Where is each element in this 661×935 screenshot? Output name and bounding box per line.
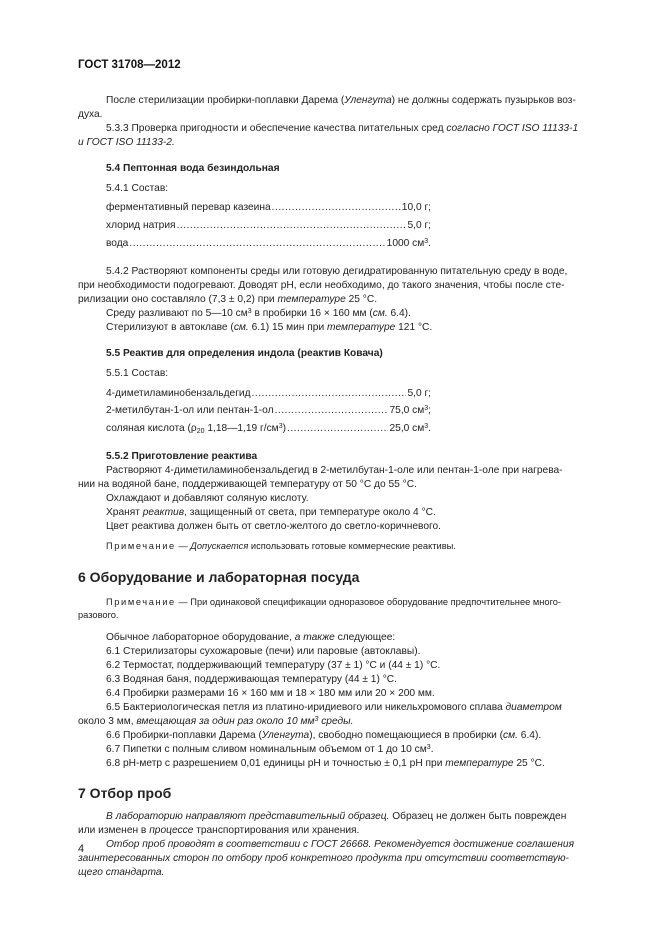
- composition-item-water: вода ..... 1000 $см^3$.: [106, 237, 431, 251]
- paragraph-sampling-2-line3: щего стандарта.: [78, 867, 165, 879]
- paragraph-sampling-1-cont: или изменен в процессе транспортирования или хранения.: [78, 825, 360, 837]
- paragraph-5-4-2-line2: при необходимости подогревают. Доводят pH, если необходимо, до такого значения, чтобы после сте-: [78, 280, 565, 292]
- equipment-item-6-2: 6.2 Термостат, поддерживающий температуру (37 ± 1) °С и (44 ± 1) °С.: [106, 660, 441, 672]
- document-code-header: ГОСТ 31708—2012: [78, 59, 181, 71]
- note-equipment: Примечание — При одинаковой спецификации одноразовое оборудование предпочтительнее много-: [106, 596, 562, 607]
- equipment-item-6-4: 6.4 Пробирки размерами 16 × 160 мм и 18 × 180 мм или 20 × 200 мм.: [106, 688, 435, 699]
- paragraph-sterilize: Стерилизуют в автоклаве (см. 6.1) 15 мин при температуре 121 °С.: [106, 321, 433, 333]
- composition-item-hcl: соляная кислота ($\rho_{20}$ 1,18—1,19 $г/см^3$) ..... 25,0 $см^3$.: [106, 422, 431, 436]
- paragraph-sampling-2: Отбор проб проводят в соответствии с ГОСТ 26668. Рекомендуется достижение соглашения: [106, 839, 575, 851]
- paragraph-5-5-2-line2: нии на водяной бане, поддерживающей температуру от 50 °С до 55 °С.: [78, 479, 417, 491]
- note-equipment-cont: разового.: [78, 610, 119, 621]
- paragraph-equipment-intro: Обычное лабораторное оборудование, а также следующее:: [106, 632, 396, 644]
- equipment-item-6-7: 6.7 Пипетки с полным сливом номинальным объемом от 1 до 10 $см^3$.: [106, 743, 434, 755]
- equipment-item-6-1: 6.1 Стерилизаторы сухожаровые (печи) или паровые (автоклавы).: [106, 646, 421, 658]
- paragraph-cool: Охлаждают и добавляют соляную кислоту.: [106, 492, 309, 504]
- composition-item-butanol: 2-метилбутан-1-ол или пентан-1-ол ..... 75,0 $см^3$;: [106, 404, 431, 418]
- paragraph-durham-tubes-cont: духа.: [78, 108, 103, 120]
- paragraph-5-4-2-line3: рилизации оно составляло (7,3 ± 0,2) при температуре 25 °С.: [78, 293, 378, 305]
- equipment-item-6-5-cont: около 3 мм, вмещающая за один раз около 10 $мм^3$ среды.: [78, 715, 354, 727]
- equipment-item-6-6: 6.6 Пробирки-поплавки Дарема (Уленгута), свободно помещающиеся в пробирки (см. 6.4).: [106, 729, 542, 741]
- paragraph-sampling-1: В лабораторию направляют представительный образец. Образец не должен быть поврежден: [106, 811, 567, 823]
- paragraph-5-3-3-cont: и ГОСТ ISO 11133-2.: [78, 136, 175, 148]
- equipment-item-6-5: 6.5 Бактериологическая петля из платино-иридиевого или никельхромового сплава диаметром: [106, 701, 562, 713]
- heading-5-4: 5.4 Пептонная вода безиндольная: [106, 162, 280, 174]
- composition-item-dmab: 4-диметиламинобензальдегид ..... 5,0 г;: [106, 387, 431, 401]
- page-number: 4: [78, 843, 85, 855]
- composition-5-5-1: 5.5.1 Состав:: [106, 367, 169, 379]
- heading-5-5-2: 5.5.2 Приготовление реактива: [106, 451, 258, 463]
- equipment-item-6-3: 6.3 Водяная баня, поддерживающая температуру (44 ± 1) °С.: [106, 674, 397, 686]
- composition-item-nacl: хлорид натрия ..... 5,0 г;: [106, 219, 431, 233]
- note-reagents: Примечание — Допускается использовать готовые коммерческие реактивы.: [106, 540, 456, 551]
- paragraph-store: Хранят реактив, защищенный от света, при температуре около 4 °С.: [106, 506, 436, 518]
- composition-item-casein: ферментативный перевар казеина ..... 10,0 г;: [106, 201, 431, 215]
- heading-5-5: 5.5 Реактив для определения индола (реактив Ковача): [106, 347, 383, 359]
- heading-section-7: 7 Отбор проб: [78, 785, 172, 802]
- paragraph-durham-tubes: После стерилизации пробирки-поплавки Дарема (Уленгута) не должны содержать пузырьков воз-: [106, 95, 576, 106]
- paragraph-color: Цвет реактива должен быть от светло-желтого до светло-коричневого.: [106, 520, 441, 532]
- paragraph-5-3-3: 5.3.3 Проверка пригодности и обеспечение качества питательных сред согласно ГОСТ ISO 11133-1: [106, 122, 579, 134]
- paragraph-sampling-2-line2: заинтересованных сторон по отбору проб конкретного продукта при отсутствии соответствую-: [78, 853, 569, 865]
- equipment-item-6-8: 6.8 pH-метр с разрешением 0,01 единицы pH и точностью ± 0,1 pH при температуре 25 °С.: [106, 757, 545, 769]
- paragraph-pour: Среду разливают по 5—10 $см^3$ в пробирки 16 × 160 мм (см. 6.4).: [106, 307, 411, 319]
- composition-5-4-1: 5.4.1 Состав:: [106, 182, 169, 194]
- document-body: [78, 94, 586, 880]
- heading-section-6: 6 Оборудование и лабораторная посуда: [78, 568, 360, 585]
- paragraph-5-4-2: 5.4.2 Растворяют компоненты среды или готовую дегидратированную питательную среду в воде,: [106, 266, 568, 278]
- paragraph-5-5-2: Растворяют 4-диметиламинобензальдегид в 2-метилбутан-1-оле или пентан-1-оле при нагрева-: [106, 465, 563, 477]
